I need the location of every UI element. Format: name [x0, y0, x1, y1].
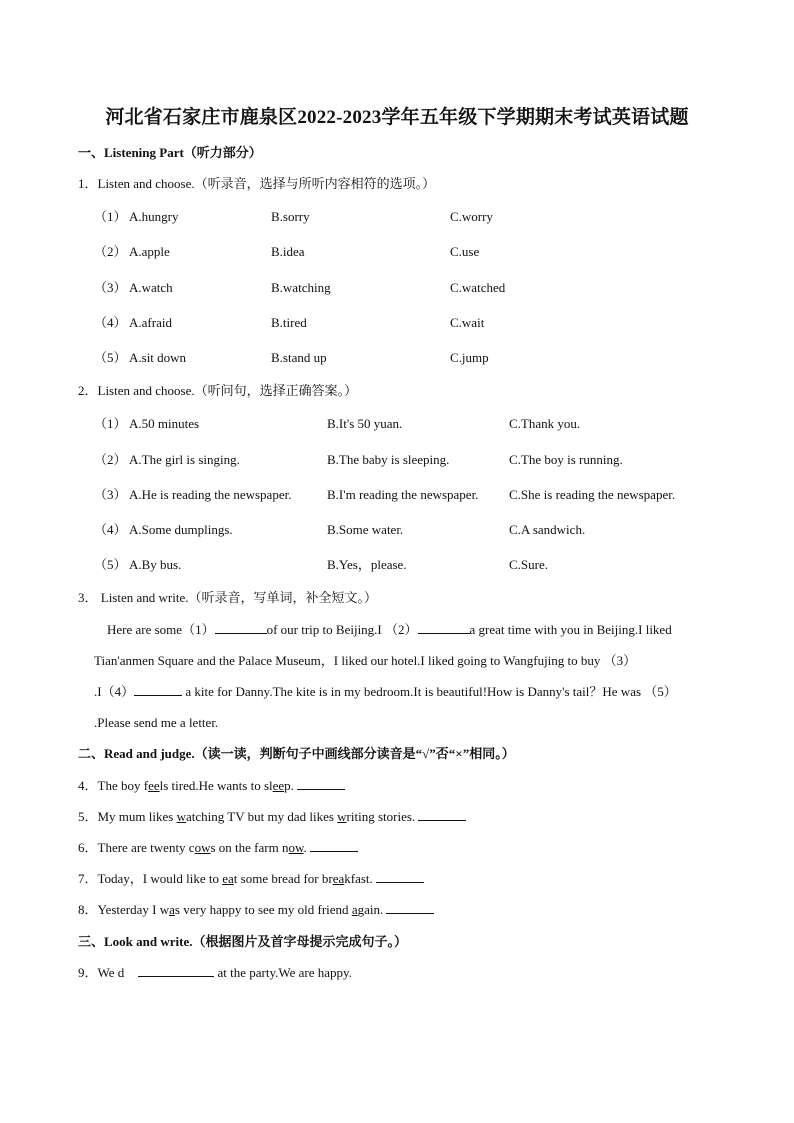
passage-text: Here are some（1）: [107, 622, 215, 637]
passage-text: .I（4）: [94, 684, 135, 699]
q2-option-c: C.Thank you.: [509, 416, 581, 431]
passage-text: a great time with you in Beijing.I liked: [469, 622, 672, 637]
answer-blank[interactable]: [418, 808, 466, 821]
question-7: 7．Today，I would like to eat some bread for breakfast.: [78, 870, 424, 888]
section-heading-look-write: 三、Look and write.（根据图片及首字母提示完成句子。）: [78, 934, 407, 949]
underlined-letters: ee: [272, 778, 285, 793]
passage-text: a kite for Danny.The kite is in my bedroom.It is beautiful!How is Danny's tail？He was （5）: [182, 684, 677, 699]
question-3-stem: 3． Listen and write.（听录音，写单词，补全短文。）: [78, 590, 377, 605]
q1-option-c: C.jump: [450, 350, 489, 365]
q2-option-a: A.Some dumplings.: [129, 522, 233, 537]
answer-blank[interactable]: [310, 839, 358, 852]
q1-option-a: A.hungry: [129, 209, 179, 224]
q2-option-a: A.50 minutes: [129, 416, 200, 431]
q1-option-c: C.use: [450, 244, 480, 259]
q2-option-c: C.Sure.: [509, 557, 548, 572]
q1-option-a: A.apple: [129, 244, 170, 259]
q1-option-b: B.sorry: [271, 209, 310, 224]
answer-blank[interactable]: [386, 901, 434, 914]
q1-option-b: B.idea: [271, 244, 305, 259]
q2-item-num: （2）: [94, 452, 127, 467]
page-title: 河北省石家庄市鹿泉区2022-2023学年五年级下学期期末考试英语试题: [105, 107, 689, 128]
q2-option-c: C.She is reading the newspaper.: [509, 487, 676, 502]
answer-blank-4[interactable]: [134, 683, 182, 696]
underlined-letters: w: [176, 809, 186, 824]
q2-option-b: B.Some water.: [327, 522, 404, 537]
underlined-letters: ea: [332, 871, 345, 886]
q2-item-num: （5）: [94, 557, 127, 572]
q2-option-c: C.The boy is running.: [509, 452, 623, 467]
q2-option-a: A.The girl is singing.: [129, 452, 240, 467]
q1-option-a: A.sit down: [129, 350, 187, 365]
q1-option-a: A.watch: [129, 280, 173, 295]
answer-blank-1[interactable]: [215, 621, 267, 634]
q1-item-num: （5）: [94, 350, 127, 365]
q1-item-num: （4）: [94, 315, 127, 330]
q1-option-a: A.afraid: [129, 315, 172, 330]
q2-option-b: B.I'm reading the newspaper.: [327, 487, 479, 502]
passage-text: of our trip to Beijing.I （2）: [266, 622, 418, 637]
underlined-letters: a: [351, 902, 358, 917]
q2-item-num: （4）: [94, 522, 127, 537]
q1-option-c: C.worry: [450, 209, 493, 224]
q1-option-b: B.watching: [271, 280, 331, 295]
answer-blank[interactable]: [138, 964, 214, 977]
underlined-letters: ow: [194, 840, 211, 855]
q1-option-c: C.watched: [450, 280, 506, 295]
answer-blank-2[interactable]: [418, 621, 470, 634]
underlined-letters: w: [337, 809, 347, 824]
q2-option-a: A.By bus.: [129, 557, 182, 572]
answer-blank[interactable]: [376, 870, 424, 883]
q2-option-b: B.Yes，please.: [327, 557, 407, 572]
q2-item-num: （3）: [94, 487, 127, 502]
q2-option-b: B.It's 50 yuan.: [327, 416, 403, 431]
answer-blank[interactable]: [297, 777, 345, 790]
q2-option-b: B.The baby is sleeping.: [327, 452, 450, 467]
question-5: 5．My mum likes watching TV but my dad likes writing stories.: [78, 808, 466, 826]
passage-text: .Please send me a letter.: [94, 715, 219, 730]
q1-option-c: C.wait: [450, 315, 485, 330]
q1-item-num: （1）: [94, 209, 127, 224]
underlined-letters: a: [169, 902, 175, 917]
question-8: 8．Yesterday I was very happy to see my old friend again.: [78, 901, 434, 919]
q2-item-num: （1）: [94, 416, 127, 431]
passage-text: Tian'anmen Square and the Palace Museum，I liked our hotel.I liked going to Wangfujing to buy （3）: [94, 653, 637, 668]
question-9: 9．We d at the party.We are happy.: [78, 965, 352, 980]
question-6: 6．There are twenty cows on the farm now.: [78, 839, 358, 857]
section-heading-read-judge: 二、Read and judge.（读一读，判断句子中画线部分读音是“√”否“×”相同。）: [78, 746, 515, 761]
question-2-stem: 2．Listen and choose.（听问句，选择正确答案。）: [78, 383, 358, 398]
question-4: 4．The boy feels tired.He wants to sleep.: [78, 777, 345, 795]
q2-option-a: A.He is reading the newspaper.: [129, 487, 292, 502]
underlined-letters: ee: [148, 778, 160, 793]
underlined-letters: ea: [222, 871, 234, 886]
question-1-stem: 1．Listen and choose.（听录音，选择与所听内容相符的选项。）: [78, 176, 436, 191]
section-heading-listening: 一、Listening Part（听力部分）: [78, 145, 262, 160]
underlined-letters: ow: [288, 840, 304, 855]
q1-item-num: （2）: [94, 244, 127, 259]
q2-option-c: C.A sandwich.: [509, 522, 586, 537]
q1-item-num: （3）: [94, 280, 127, 295]
q1-option-b: B.stand up: [271, 350, 327, 365]
q1-option-b: B.tired: [271, 315, 307, 330]
